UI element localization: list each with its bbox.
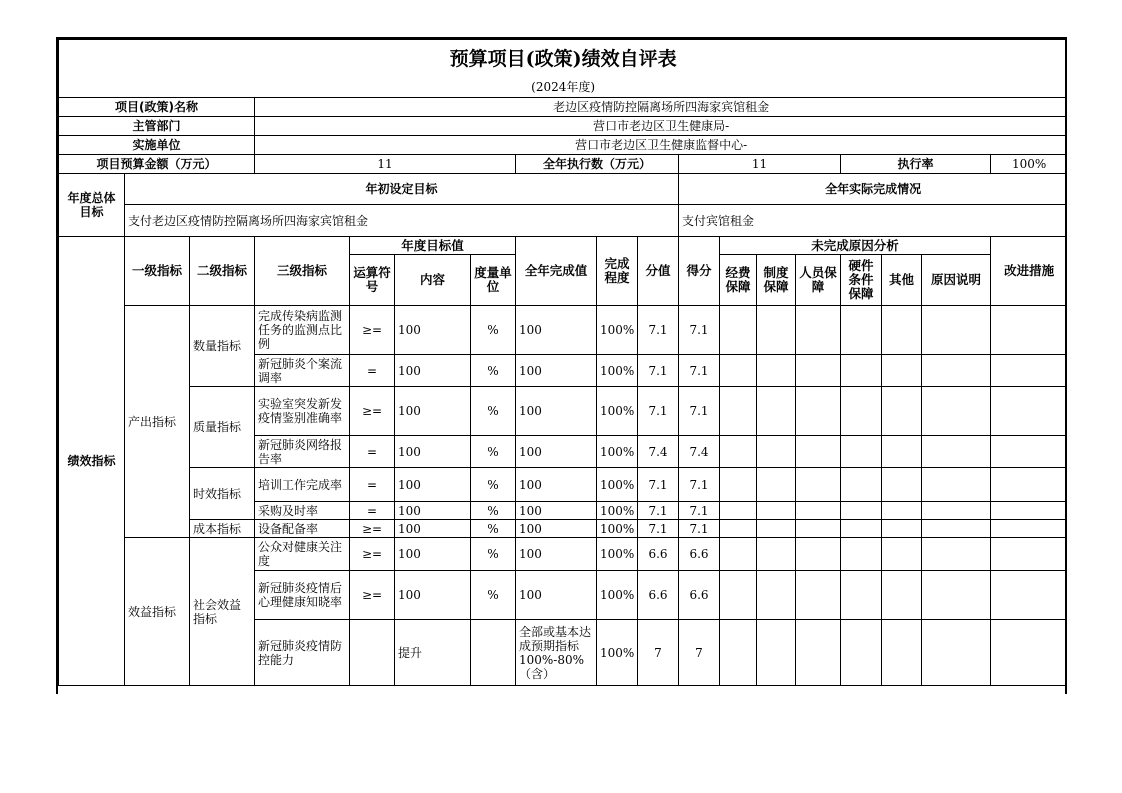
- empty-cell: [796, 538, 841, 571]
- indicator-op: =: [350, 355, 395, 387]
- empty-cell: [991, 620, 1068, 686]
- empty-cell: [882, 571, 922, 620]
- budget-label: 项目预算金额（万元）: [59, 155, 255, 174]
- indicator-done: 100: [516, 538, 597, 571]
- empty-cell: [796, 620, 841, 686]
- empty-cell: [796, 306, 841, 355]
- empty-cell: [720, 502, 757, 520]
- indicator-unit: %: [471, 571, 516, 620]
- indicator-content: 提升: [395, 620, 471, 686]
- empty-cell: [841, 468, 882, 502]
- empty-cell: [922, 571, 991, 620]
- quality-indicator: 质量指标: [190, 387, 255, 468]
- indicator-degree: 100%: [597, 538, 638, 571]
- empty-cell: [841, 387, 882, 436]
- indicator-value: 7.1: [638, 468, 679, 502]
- indicator-value: 6.6: [638, 571, 679, 620]
- empty-cell: [882, 502, 922, 520]
- level1-header: 一级指标: [125, 237, 190, 306]
- indicator-content: 100: [395, 502, 471, 520]
- indicator-content: 100: [395, 387, 471, 436]
- empty-cell: [757, 620, 796, 686]
- empty-cell: [720, 387, 757, 436]
- empty-cell: [757, 306, 796, 355]
- indicator-name: 新冠肺炎疫情后心理健康知晓率: [255, 571, 350, 620]
- empty-cell: [720, 436, 757, 468]
- empty-cell: [841, 436, 882, 468]
- empty-cell: [882, 355, 922, 387]
- empty-cell: [991, 436, 1068, 468]
- empty-cell: [991, 502, 1068, 520]
- indicator-score: 7.1: [679, 355, 720, 387]
- empty-cell: [796, 355, 841, 387]
- indicator-op: [350, 620, 395, 686]
- output-indicator: 产出指标: [125, 306, 190, 538]
- empty-cell: [922, 387, 991, 436]
- indicator-unit: %: [471, 355, 516, 387]
- indicator-degree: 100%: [597, 436, 638, 468]
- indicator-degree: 100%: [597, 468, 638, 502]
- indicator-content: 100: [395, 306, 471, 355]
- empty-cell: [882, 306, 922, 355]
- empty-cell: [922, 436, 991, 468]
- indicator-name: 采购及时率: [255, 502, 350, 520]
- indicator-op: =: [350, 436, 395, 468]
- personnel-header: 人员保障: [796, 255, 841, 306]
- empty-cell: [922, 538, 991, 571]
- empty-cell: [991, 387, 1068, 436]
- empty-cell: [757, 355, 796, 387]
- indicator-value: 7.1: [638, 520, 679, 538]
- empty-cell: [882, 520, 922, 538]
- dept-value: 营口市老边区卫生健康局-: [255, 117, 1068, 136]
- indicator-done: 100: [516, 436, 597, 468]
- budget-value: 11: [255, 155, 516, 174]
- indicator-name: 新冠肺炎网络报告率: [255, 436, 350, 468]
- score-value-header: 分值: [638, 237, 679, 306]
- self-evaluation-sheet: [56, 37, 1067, 694]
- indicator-name: 培训工作完成率: [255, 468, 350, 502]
- indicator-done: 100: [516, 468, 597, 502]
- indicator-score: 7.1: [679, 520, 720, 538]
- empty-cell: [882, 468, 922, 502]
- empty-cell: [796, 387, 841, 436]
- indicator-degree: 100%: [597, 355, 638, 387]
- indicator-name: 设备配备率: [255, 520, 350, 538]
- indicator-name: 完成传染病监测任务的监测点比例: [255, 306, 350, 355]
- indicator-unit: %: [471, 468, 516, 502]
- empty-cell: [796, 468, 841, 502]
- annual-goal-label: 年度总体目标: [59, 174, 125, 237]
- empty-cell: [991, 468, 1068, 502]
- project-name: 老边区疫情防控隔离场所四海家宾馆租金: [255, 98, 1068, 117]
- initial-goal-header: 年初设定目标: [125, 174, 679, 205]
- indicator-value: 6.6: [638, 538, 679, 571]
- indicator-value: 7.1: [638, 502, 679, 520]
- timeliness-indicator: 时效指标: [190, 468, 255, 520]
- indicator-op: ≥=: [350, 306, 395, 355]
- exec-label: 全年执行数（万元）: [516, 155, 679, 174]
- indicator-done: 100: [516, 571, 597, 620]
- empty-cell: [922, 306, 991, 355]
- indicator-name: 新冠肺炎疫情防控能力: [255, 620, 350, 686]
- empty-cell: [757, 468, 796, 502]
- empty-cell: [757, 520, 796, 538]
- indicator-name: 公众对健康关注度: [255, 538, 350, 571]
- initial-goal-text: 支付老边区疫情防控隔离场所四海家宾馆租金: [125, 205, 679, 237]
- improve-header: 改进措施: [991, 237, 1068, 306]
- indicator-done: 100: [516, 306, 597, 355]
- empty-cell: [720, 538, 757, 571]
- empty-cell: [757, 538, 796, 571]
- empty-cell: [841, 538, 882, 571]
- indicator-score: 7.1: [679, 468, 720, 502]
- social-benefit-indicator: 社会效益指标: [190, 538, 255, 686]
- indicator-content: 100: [395, 355, 471, 387]
- indicator-score: 6.6: [679, 538, 720, 571]
- empty-cell: [991, 355, 1068, 387]
- empty-cell: [922, 520, 991, 538]
- empty-cell: [922, 468, 991, 502]
- indicator-value: 7.1: [638, 387, 679, 436]
- indicator-op: =: [350, 468, 395, 502]
- indicator-done: 100: [516, 387, 597, 436]
- empty-cell: [796, 520, 841, 538]
- quantity-indicator: 数量指标: [190, 306, 255, 387]
- level3-header: 三级指标: [255, 237, 350, 306]
- empty-cell: [991, 520, 1068, 538]
- empty-cell: [991, 538, 1068, 571]
- evaluation-table: [58, 39, 1067, 686]
- empty-cell: [757, 502, 796, 520]
- document-year: (2024年度): [59, 78, 1068, 98]
- indicator-name: 新冠肺炎个案流调率: [255, 355, 350, 387]
- dept-label: 主管部门: [59, 117, 255, 136]
- empty-cell: [922, 620, 991, 686]
- indicator-op: ≥=: [350, 538, 395, 571]
- document-title: 预算项目(政策)绩效自评表: [59, 40, 1068, 78]
- benefit-indicator: 效益指标: [125, 538, 190, 686]
- indicator-score: 7: [679, 620, 720, 686]
- indicator-degree: 100%: [597, 520, 638, 538]
- indicator-unit: %: [471, 436, 516, 468]
- indicator-value: 7.4: [638, 436, 679, 468]
- empty-cell: [991, 306, 1068, 355]
- indicator-unit: %: [471, 387, 516, 436]
- empty-cell: [841, 571, 882, 620]
- empty-cell: [841, 502, 882, 520]
- indicator-content: 100: [395, 538, 471, 571]
- indicator-content: 100: [395, 468, 471, 502]
- indicator-unit: %: [471, 520, 516, 538]
- indicator-score: 6.6: [679, 571, 720, 620]
- empty-cell: [922, 355, 991, 387]
- empty-cell: [882, 387, 922, 436]
- rate-label: 执行率: [841, 155, 991, 174]
- funds-header: 经费保障: [720, 255, 757, 306]
- indicator-op: =: [350, 502, 395, 520]
- indicator-unit: %: [471, 538, 516, 571]
- empty-cell: [720, 468, 757, 502]
- indicator-unit: %: [471, 502, 516, 520]
- target-group-header: 年度目标值: [350, 237, 516, 255]
- empty-cell: [796, 502, 841, 520]
- indicator-op: ≥=: [350, 520, 395, 538]
- actual-completion-text: 支付宾馆租金: [679, 205, 1068, 237]
- indicator-content: 100: [395, 571, 471, 620]
- actual-completion-header: 全年实际完成情况: [679, 174, 1068, 205]
- perf-indicators-label: 绩效指标: [59, 237, 125, 686]
- empty-cell: [757, 436, 796, 468]
- content-header: 内容: [395, 255, 471, 306]
- indicator-score: 7.1: [679, 387, 720, 436]
- reason-group-header: 未完成原因分析: [720, 237, 991, 255]
- indicator-content: 100: [395, 436, 471, 468]
- empty-cell: [757, 387, 796, 436]
- empty-cell: [720, 355, 757, 387]
- score-header: 得分: [679, 237, 720, 306]
- level2-header: 二级指标: [190, 237, 255, 306]
- cost-indicator: 成本指标: [190, 520, 255, 538]
- empty-cell: [720, 571, 757, 620]
- empty-cell: [720, 520, 757, 538]
- empty-cell: [882, 538, 922, 571]
- empty-cell: [922, 502, 991, 520]
- indicator-degree: 100%: [597, 620, 638, 686]
- indicator-value: 7: [638, 620, 679, 686]
- empty-cell: [882, 620, 922, 686]
- project-name-label: 项目(政策)名称: [59, 98, 255, 117]
- unit-value: 营口市老边区卫生健康监督中心-: [255, 136, 1068, 155]
- indicator-done: 100: [516, 520, 597, 538]
- indicator-score: 7.4: [679, 436, 720, 468]
- reason-header: 原因说明: [922, 255, 991, 306]
- other-header: 其他: [882, 255, 922, 306]
- indicator-op: ≥=: [350, 571, 395, 620]
- empty-cell: [841, 355, 882, 387]
- indicator-degree: 100%: [597, 306, 638, 355]
- empty-cell: [841, 620, 882, 686]
- indicator-score: 7.1: [679, 502, 720, 520]
- unit-label: 实施单位: [59, 136, 255, 155]
- op-header: 运算符号: [350, 255, 395, 306]
- indicator-done: 100: [516, 502, 597, 520]
- empty-cell: [720, 620, 757, 686]
- indicator-content: 100: [395, 520, 471, 538]
- empty-cell: [991, 571, 1068, 620]
- unit-header: 度量单位: [471, 255, 516, 306]
- empty-cell: [841, 306, 882, 355]
- indicator-degree: 100%: [597, 571, 638, 620]
- indicator-done: 全部或基本达成预期指标100%-80%（含）: [516, 620, 597, 686]
- empty-cell: [757, 571, 796, 620]
- empty-cell: [796, 436, 841, 468]
- indicator-unit: %: [471, 306, 516, 355]
- degree-header: 完成程度: [597, 237, 638, 306]
- indicator-degree: 100%: [597, 387, 638, 436]
- empty-cell: [882, 436, 922, 468]
- empty-cell: [796, 571, 841, 620]
- indicator-value: 7.1: [638, 355, 679, 387]
- empty-cell: [720, 306, 757, 355]
- indicator-unit: [471, 620, 516, 686]
- indicator-op: ≥=: [350, 387, 395, 436]
- indicator-done: 100: [516, 355, 597, 387]
- indicator-score: 7.1: [679, 306, 720, 355]
- rate-value: 100%: [991, 155, 1068, 174]
- exec-value: 11: [679, 155, 841, 174]
- hardware-header: 硬件条件保障: [841, 255, 882, 306]
- system-header: 制度保障: [757, 255, 796, 306]
- indicator-value: 7.1: [638, 306, 679, 355]
- empty-cell: [841, 520, 882, 538]
- indicator-degree: 100%: [597, 502, 638, 520]
- completed-header: 全年完成值: [516, 237, 597, 306]
- indicator-name: 实验室突发新发疫情鉴别准确率: [255, 387, 350, 436]
